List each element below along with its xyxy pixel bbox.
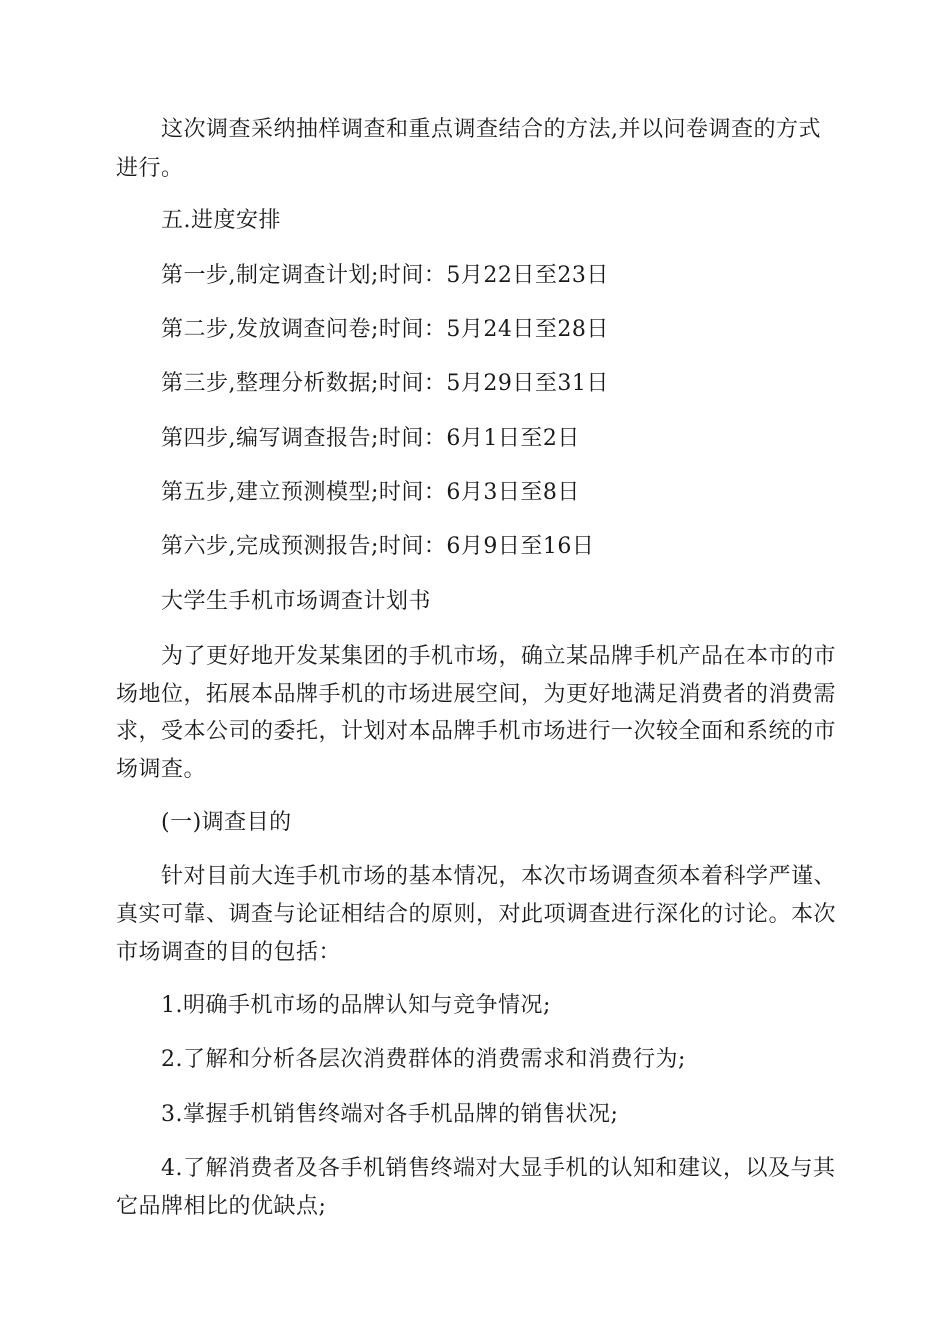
purpose-item-4-line-2: 它品牌相比的优缺点; [116, 1194, 327, 1219]
intro-paragraph-line-4: 场调查。 [116, 757, 207, 782]
schedule-step-2: 第二步,发放调查问卷;时间：5月24日至28日 [161, 317, 609, 342]
section-heading-schedule: 五.进度安排 [161, 208, 281, 233]
intro-paragraph-line-3: 求，受本公司的委托，计划对本品牌手机市场进行一次较全面和系统的市 [116, 719, 837, 744]
purpose-paragraph-line-3: 市场调查的目的包括： [116, 940, 342, 965]
section-heading-purpose: (一)调查目的 [161, 810, 292, 835]
purpose-item-2: 2.了解和分析各层次消费群体的消费需求和消费行为; [161, 1047, 686, 1072]
schedule-step-6: 第六步,完成预测报告;时间：6月9日至16日 [161, 534, 595, 559]
paragraph-method-line-1: 这次调查采纳抽样调查和重点调查结合的方法,并以问卷调查的方式 [161, 117, 821, 142]
schedule-step-3: 第三步,整理分析数据;时间：5月29日至31日 [161, 371, 609, 396]
paragraph-method-line-2: 进行。 [116, 156, 184, 181]
purpose-item-1: 1.明确手机市场的品牌认知与竞争情况; [161, 993, 551, 1018]
intro-paragraph-line-1: 为了更好地开发某集团的手机市场，确立某品牌手机产品在本市的市 [161, 644, 837, 669]
purpose-item-3: 3.掌握手机销售终端对各手机品牌的销售状况; [161, 1102, 619, 1127]
purpose-paragraph-line-1: 针对目前大连手机市场的基本情况，本次市场调查须本着科学严谨、 [161, 864, 837, 889]
schedule-step-5: 第五步,建立预测模型;时间：6月3日至8日 [161, 480, 580, 505]
purpose-paragraph-line-2: 真实可靠、调查与论证相结合的原则，对此项调查进行深化的讨论。本次 [116, 902, 837, 927]
intro-paragraph-line-2: 场地位，拓展本品牌手机的市场进展空间，为更好地满足消费者的消费需 [116, 682, 837, 707]
schedule-step-4: 第四步,编写调查报告;时间：6月1日至2日 [161, 426, 580, 451]
schedule-step-1: 第一步,制定调查计划;时间：5月22日至23日 [161, 263, 609, 288]
purpose-item-4-line-1: 4.了解消费者及各手机销售终端对大显手机的认知和建议，以及与其 [161, 1156, 836, 1181]
document-title: 大学生手机市场调查计划书 [161, 589, 432, 614]
